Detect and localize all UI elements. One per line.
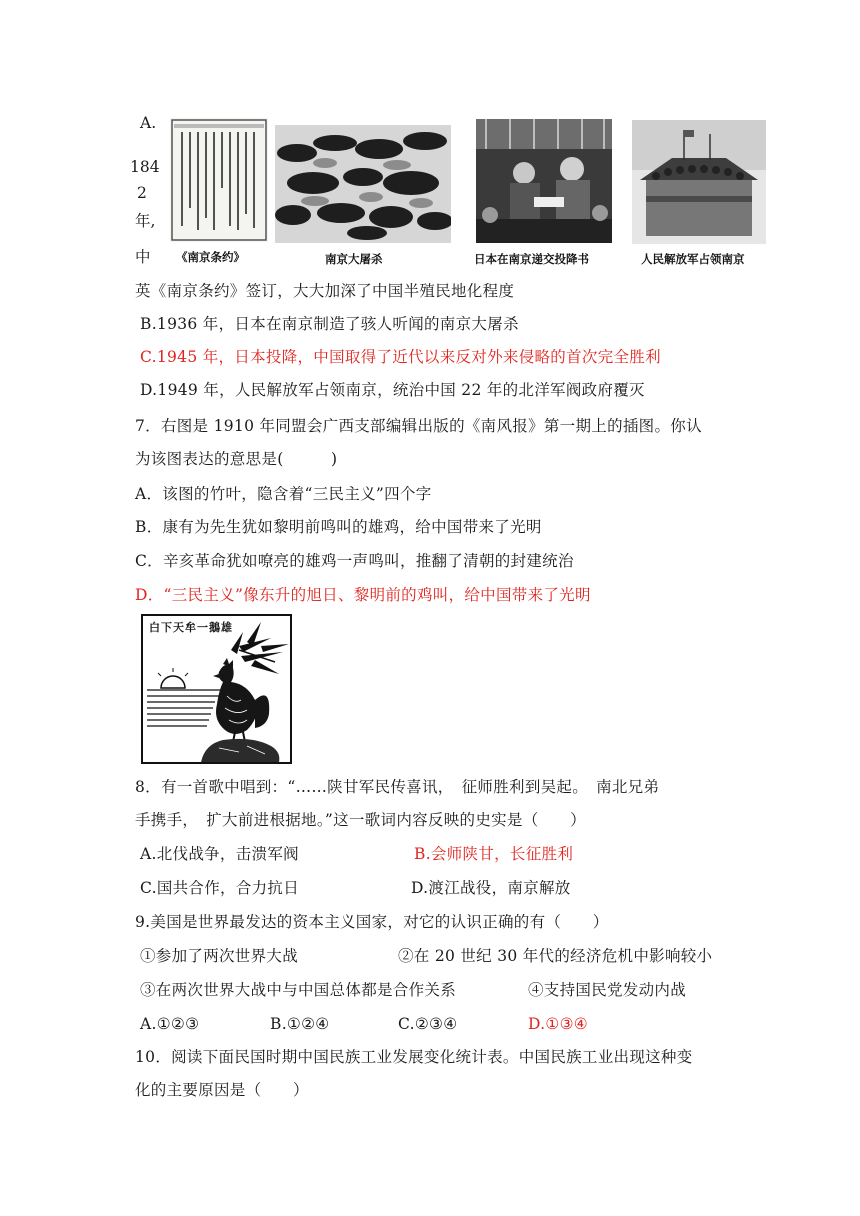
photo-pla-nanjing <box>632 120 766 268</box>
rooster-inscription: 白下天牟一鵝雄 <box>149 621 233 634</box>
q9-item-3: ③在两次世界大战中与中国总体都是合作关系 <box>140 981 457 999</box>
q9-option-d: D.①③④ <box>528 1015 588 1033</box>
rooster-drawing <box>143 616 290 762</box>
photo-treaty-of-nanjing <box>170 118 268 266</box>
rooster-illustration <box>141 614 292 764</box>
q9-item-2: ②在 20 世纪 30 年代的经济危机中影响较小 <box>398 947 713 965</box>
pla-nanjing-image <box>632 120 766 244</box>
q9-option-a: A.①②③ <box>140 1015 200 1033</box>
q6-option-a-prefix-2: 184 <box>130 158 160 176</box>
q7-option-a: A．该图的竹叶，隐含着“三民主义”四个字 <box>135 485 432 503</box>
caption-nanjing-massacre: 南京大屠杀 <box>325 252 383 266</box>
japan-surrender-image <box>476 119 612 243</box>
q6-option-a-prefix-1: A. <box>140 114 157 132</box>
q8-option-d: D.渡江战役，南京解放 <box>411 879 571 897</box>
q6-option-d: D.1949 年，人民解放军占领南京，统治中国 22 年的北洋军阀政府覆灭 <box>140 381 645 399</box>
q10-stem-line2: 化的主要原因是（ ） <box>135 1081 309 1099</box>
q7-option-d: D．“三民主义”像东升的旭日、黎明前的鸡叫，给中国带来了光明 <box>135 586 591 604</box>
q8-stem-line1: 8．有一首歌中唱到：“……陕甘军民传喜讯， 征师胜利到吴起。 南北兄弟 <box>135 778 660 796</box>
q8-stem-line2: 手携手， 扩大前进根据地。”这一歌词内容反映的史实是（ ） <box>135 811 586 829</box>
caption-japan-surrender: 日本在南京递交投降书 <box>474 252 589 266</box>
photo-japan-surrender <box>476 119 612 267</box>
q9-option-c: C.②③④ <box>398 1015 458 1033</box>
caption-treaty-of-nanjing: 《南京条约》 <box>176 250 245 264</box>
q9-item-4: ④支持国民党发动内战 <box>528 981 687 999</box>
nanjing-massacre-image <box>275 125 451 243</box>
q9-item-1: ①参加了两次世界大战 <box>140 947 299 965</box>
photo-nanjing-massacre <box>275 125 451 265</box>
q7-option-b: B．康有为先生犹如黎明前鸣叫的雄鸡，给中国带来了光明 <box>135 518 542 536</box>
q6-option-a-prefix-3: 2 <box>137 184 147 202</box>
q6-option-a-text: 英《南京条约》签订，大大加深了中国半殖民地化程度 <box>135 282 515 300</box>
q7-option-c: C．辛亥革命犹如嘹亮的雄鸡一声鸣叫，推翻了清朝的封建统治 <box>135 552 574 570</box>
q6-option-b: B.1936 年，日本在南京制造了骇人听闻的南京大屠杀 <box>140 315 519 333</box>
q6-option-c: C.1945 年，日本投降，中国取得了近代以来反对外来侵略的首次完全胜利 <box>140 348 661 366</box>
caption-pla-nanjing: 人民解放军占领南京 <box>641 252 745 266</box>
q8-option-a: A.北伐战争，击溃军阀 <box>140 845 299 863</box>
treaty-document-image <box>170 118 268 242</box>
q9-stem: 9.美国是世界最发达的资本主义国家，对它的认识正确的有（ ） <box>135 913 609 931</box>
q7-stem-line1: 7．右图是 1910 年同盟会广西支部编辑出版的《南风报》第一期上的插图。你认 <box>135 417 702 435</box>
q10-stem-line1: 10．阅读下面民国时期中国民族工业发展变化统计表。中国民族工业出现这种变 <box>135 1048 693 1066</box>
q6-option-a-prefix-5: 中 <box>135 248 151 266</box>
q6-option-a-prefix-4: 年, <box>135 212 156 230</box>
q8-option-b: B.会师陕甘，长征胜利 <box>414 845 574 863</box>
q8-option-c: C.国共合作，合力抗日 <box>140 879 300 897</box>
q7-stem-line2: 为该图表达的意思是( ) <box>135 450 338 468</box>
q9-option-b: B.①②④ <box>270 1015 330 1033</box>
